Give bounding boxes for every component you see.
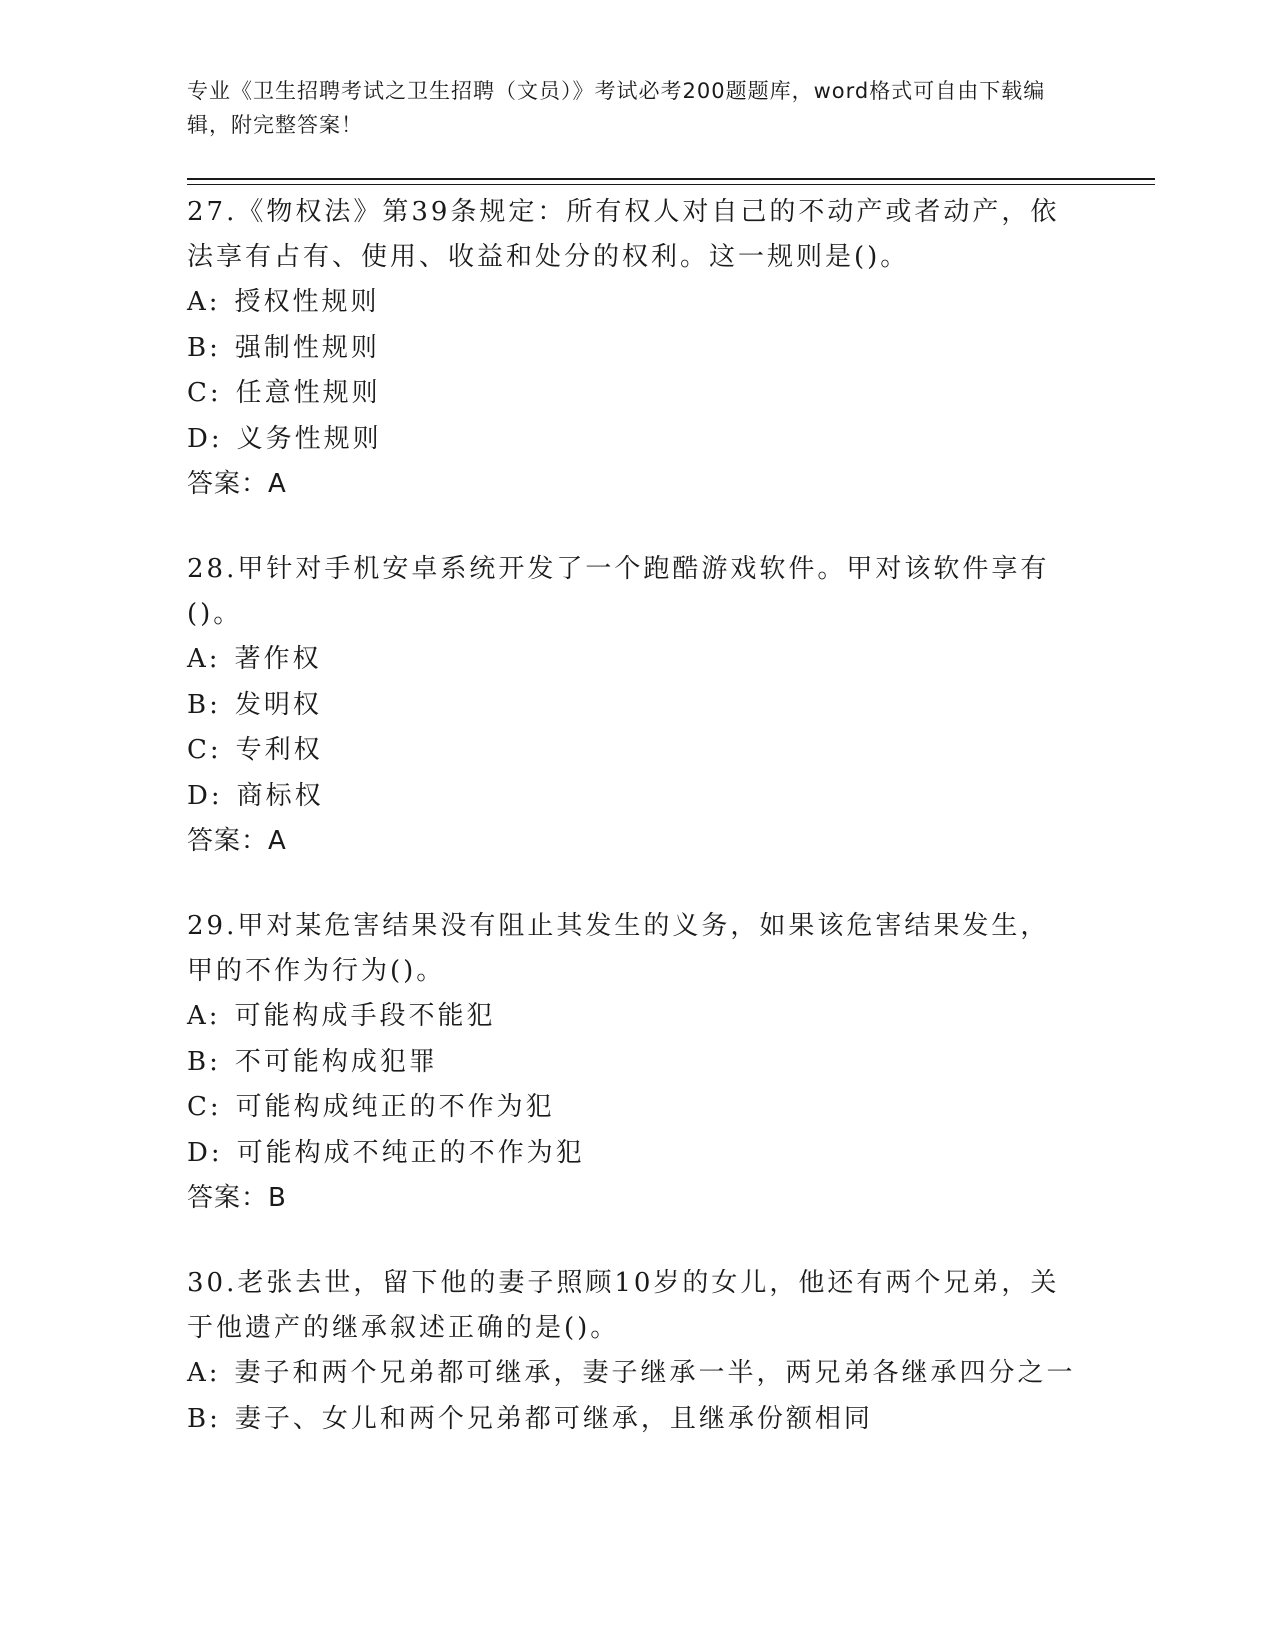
option-d: [187, 774, 1077, 820]
option-c: [187, 1085, 1077, 1131]
option-text: 授权性规则: [234, 287, 380, 317]
option-letter: D:: [187, 423, 223, 454]
question-stem: 29.甲对某危害结果没有阻止其发生的义务，如果该危害结果发生，甲的不作为行为()。: [187, 911, 1050, 986]
option-text: 不可能构成犯罪: [234, 1046, 438, 1077]
option-b: [187, 1040, 1077, 1086]
header-divider-thick: [187, 178, 1155, 180]
option-text: 任意性规则: [235, 378, 381, 408]
option-letter: B:: [187, 332, 221, 363]
option-a: [187, 637, 1077, 683]
option-b: [187, 1397, 1077, 1443]
option-d: [187, 1131, 1077, 1177]
question-stem: 28.甲针对手机安卓系统开发了一个跑酷游戏软件。甲对该软件享有()。: [187, 554, 1050, 629]
option-a: [187, 1351, 1077, 1397]
option-b: [187, 683, 1077, 729]
option-letter: A:: [187, 287, 221, 317]
option-text: 妻子和两个兄弟都可继承，妻子继承一半，两兄弟各继承四分之一: [234, 1358, 1076, 1388]
document-header: 专业《卫生招聘考试之卫生招聘（文员）》考试必考200题题库，word格式可自由下载编辑，附完整答案！: [187, 79, 1046, 137]
option-letter: D:: [187, 1137, 223, 1168]
option-c: [187, 728, 1077, 774]
answer-line: 答案：B: [187, 1183, 287, 1213]
option-a: [187, 280, 1077, 326]
option-letter: B:: [187, 689, 221, 720]
option-c: [187, 371, 1077, 417]
answer-line: 答案：A: [187, 826, 287, 856]
question-list: [187, 190, 1077, 1482]
option-letter: C:: [187, 378, 222, 408]
option-text: 强制性规则: [234, 332, 380, 363]
option-text: 可能构成不纯正的不作为犯: [236, 1137, 585, 1168]
option-text: 妻子、女儿和两个兄弟都可继承，且继承份额相同: [234, 1403, 873, 1434]
option-text: 著作权: [234, 644, 322, 674]
option-letter: D:: [187, 780, 223, 811]
option-text: 商标权: [236, 780, 324, 811]
question-27: [187, 190, 1077, 507]
option-letter: C:: [187, 1092, 222, 1122]
option-text: 发明权: [234, 689, 322, 720]
option-letter: C:: [187, 735, 222, 765]
question-29: [187, 904, 1077, 1221]
option-b: [187, 326, 1077, 372]
option-a: [187, 994, 1077, 1040]
answer-line: 答案：A: [187, 469, 287, 499]
option-d: [187, 417, 1077, 463]
header-divider-thin: [187, 184, 1155, 185]
option-letter: A:: [187, 1358, 221, 1388]
option-letter: B:: [187, 1046, 221, 1077]
option-text: 专利权: [235, 735, 323, 765]
question-stem: 30.老张去世，留下他的妻子照顾10岁的女儿，他还有两个兄弟，关于他遗产的继承叙述正确的是()。: [187, 1268, 1060, 1343]
option-letter: A:: [187, 1001, 221, 1031]
option-letter: A:: [187, 644, 221, 674]
option-text: 义务性规则: [236, 423, 382, 454]
question-28: [187, 547, 1077, 864]
option-letter: B:: [187, 1403, 221, 1434]
option-text: 可能构成手段不能犯: [234, 1001, 496, 1031]
option-text: 可能构成纯正的不作为犯: [235, 1092, 555, 1122]
question-stem: 27.《物权法》第39条规定：所有权人对自己的不动产或者动产，依法享有占有、使用、收益和处分的权利。这一规则是()。: [187, 197, 1060, 272]
question-30: [187, 1261, 1077, 1442]
